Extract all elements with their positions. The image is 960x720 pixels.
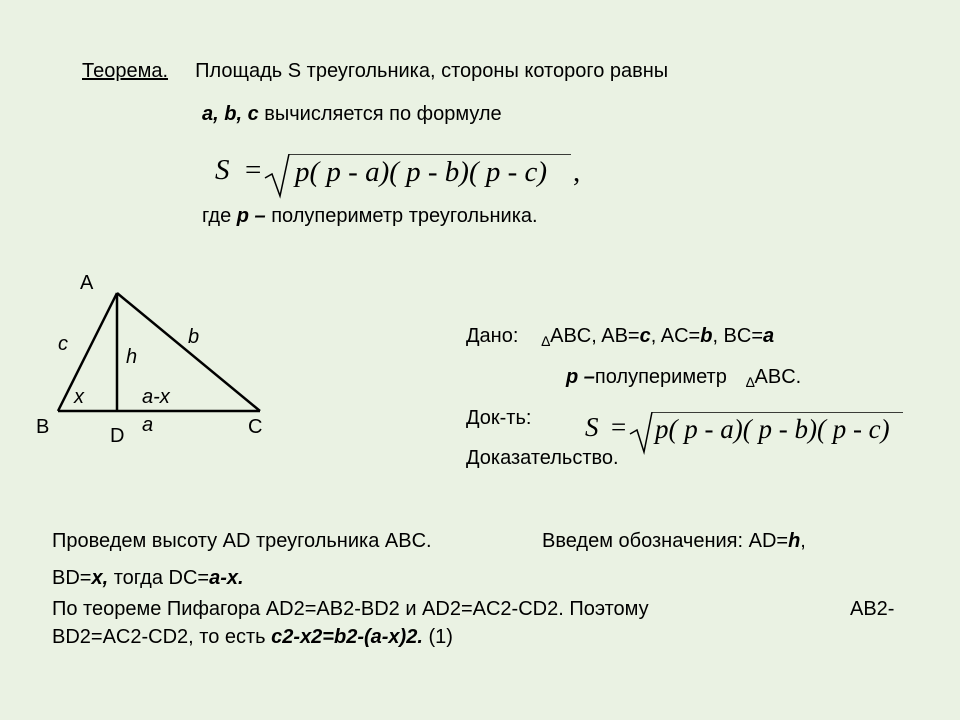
formula-eq: =: [245, 154, 262, 186]
prove-label: Док-ть:: [466, 407, 532, 429]
theorem-text-2: вычисляется по формуле: [258, 103, 502, 125]
formula-radicand: p( p - a)( p - b)( p - c): [295, 156, 548, 188]
given-p-abc: ABC.: [754, 366, 802, 388]
triangle-symbol-icon: ∆: [541, 333, 551, 349]
proof-p2-text: Введем обозначения: AD=: [542, 530, 789, 552]
label-b: b: [188, 326, 200, 348]
vertex-c: C: [248, 416, 263, 438]
label-h: h: [126, 346, 138, 368]
theorem-text-3a: где: [202, 205, 237, 227]
vertex-a: A: [80, 272, 94, 294]
proof-p5: [52, 626, 453, 649]
vertex-b: B: [36, 416, 50, 438]
prove-formula-radicand: p( p - a)( p - b)( p - c): [655, 414, 890, 444]
theorem-sides: a, b, c: [202, 103, 259, 125]
given-ac: , AC=: [650, 325, 701, 347]
formula-s: S: [215, 154, 230, 186]
theorem-text-1: Площадь S треугольника, стороны которого равны: [195, 60, 669, 82]
given-p-line: [566, 366, 801, 389]
theorem-text-3b: полупериметр треугольника.: [265, 205, 538, 227]
given-p-text: полупериметр: [594, 366, 727, 388]
given-bc: , BC=: [712, 325, 764, 347]
proof-p2: [542, 530, 806, 553]
proof-label: Доказательство.: [466, 447, 619, 469]
label-a-minus-x: a-x: [142, 386, 170, 408]
side-ac: [117, 293, 260, 411]
theorem-p: p –: [236, 205, 266, 227]
label-x: x: [74, 386, 84, 408]
foot-d: D: [110, 425, 125, 447]
proof-p5-pre: BD2=AC2-CD2, то есть: [52, 626, 272, 648]
proof-p3-x: x,: [91, 567, 109, 589]
proof-p2-post: ,: [800, 530, 806, 552]
given-b: b: [700, 325, 713, 347]
given-c: c: [639, 325, 651, 347]
given-p: p –: [566, 366, 595, 388]
proof-p3-ax: a-x.: [209, 567, 244, 589]
formula-comma: ,: [573, 156, 581, 188]
proof-p5-num: (1): [422, 626, 453, 648]
triangle-symbol-icon: ∆: [745, 374, 755, 390]
prove-formula-eq: =: [611, 412, 627, 442]
given-abc: ABC, AB=: [550, 325, 640, 347]
proof-p4-right: AB2-: [850, 598, 895, 620]
proof-p1: Проведем высоту AD треугольника ABC.: [52, 530, 432, 552]
prove-formula: [585, 412, 915, 456]
given-label: Дано:: [466, 325, 519, 347]
label-c: c: [58, 333, 68, 355]
proof-p3-mid: тогда DC=: [108, 567, 210, 589]
proof-p2-h: h: [788, 530, 801, 552]
theorem-label: Теорема.: [82, 60, 169, 82]
given-line: [466, 325, 774, 348]
prove-formula-s: S: [585, 412, 599, 442]
proof-p5-eq: c2-x2=b2-(a-x)2.: [271, 626, 423, 648]
proof-p4: По теореме Пифагора AD2=AB2-BD2 и AD2=AC2-CD2. Поэтому: [52, 598, 649, 620]
given-a: a: [763, 325, 775, 347]
proof-p3: [52, 567, 244, 590]
label-a: a: [142, 414, 154, 436]
proof-p3-pre: BD=: [52, 567, 92, 589]
